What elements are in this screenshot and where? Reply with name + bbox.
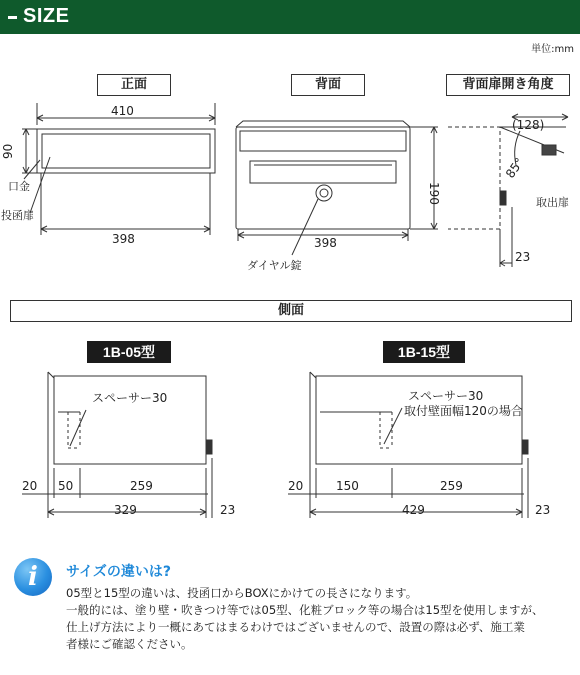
type15-note: 取付壁面幅120の場合 (404, 404, 523, 418)
type15-label: 1B-15型 (383, 341, 465, 363)
side-drawings (0, 368, 580, 528)
type15-depth: 23 (535, 503, 551, 517)
back-label-lock: ダイヤル錠 (247, 259, 302, 272)
note-line: 一般的には、塗り壁・吹きつけ等では05型、化粧ブロック等の場合は15型を使用しますが、 (66, 603, 544, 617)
header-dash (8, 16, 17, 19)
note-line: 仕上げ方法により一概にあてはまるわけではございませんので、設置の際は必ず、施工業 (66, 620, 525, 634)
type05-d2: 50 (58, 479, 74, 493)
unit-label: 単位:mm (531, 44, 574, 55)
type05-d1: 20 (22, 479, 38, 493)
angle-depth: 23 (515, 250, 531, 264)
front-view-title: 正面 (97, 74, 171, 96)
back-height: 190 (427, 182, 441, 205)
front-width-bottom: 398 (112, 232, 135, 246)
side-view-title: 側面 (10, 300, 572, 322)
type15-d1: 20 (288, 479, 304, 493)
angle-view-title: 背面扉開き角度 (446, 74, 570, 96)
type15-spacer: スペーサー30 (408, 389, 484, 403)
note-line: 者様にご確認ください。 (66, 637, 193, 651)
type05-label: 1B-05型 (87, 341, 171, 363)
type05-depth: 23 (220, 503, 236, 517)
info-icon: i (14, 558, 52, 596)
angle-opening: (128) (512, 118, 545, 132)
front-height: 90 (1, 143, 15, 159)
back-width: 398 (314, 236, 337, 250)
type05-spacer: スペーサー30 (92, 391, 168, 405)
type15-total: 429 (402, 503, 425, 517)
type05-d3: 259 (130, 479, 153, 493)
size-header (0, 0, 580, 34)
type05-total: 329 (114, 503, 137, 517)
note-body (66, 585, 576, 653)
front-label-slot: 口金 (8, 180, 30, 193)
header-title: SIZE (23, 5, 70, 27)
front-width-top: 410 (111, 104, 134, 118)
angle-label-door: 取出扉 (536, 196, 569, 209)
note-line: 05型と15型の違いは、投函口からBOXにかけての長さになります。 (66, 586, 418, 600)
angle-degree: 85° (502, 155, 527, 181)
front-label-door: 投函扉 (1, 209, 34, 222)
front-view-drawing (22, 103, 215, 235)
angle-view-drawing (448, 114, 568, 267)
type15-d2: 150 (336, 479, 359, 493)
back-view-title: 背面 (291, 74, 365, 96)
back-view-drawing (236, 121, 438, 255)
note-title: サイズの違いは? (66, 564, 172, 580)
type15-d3: 259 (440, 479, 463, 493)
